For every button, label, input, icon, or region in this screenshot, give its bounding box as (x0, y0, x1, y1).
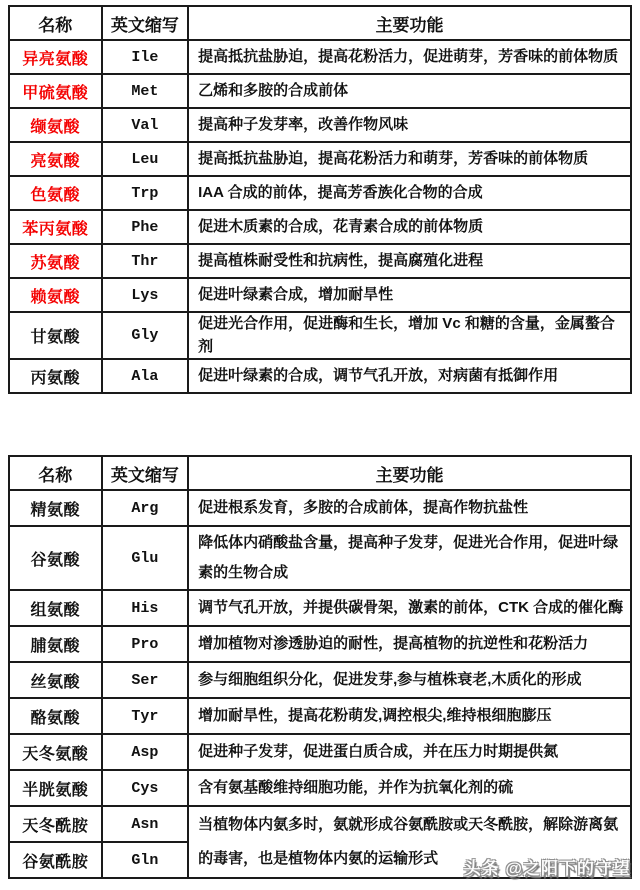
amino-acid-row (9, 662, 631, 698)
abbreviation-cell: Gln (102, 842, 189, 878)
function-cell: 增加植物对渗透胁迫的耐性，提高植物的抗逆性和花粉活力 (188, 626, 631, 662)
amino-acid-name-cell: 甲硫氨酸 (9, 74, 102, 108)
function-cell: 促进种子发芽，促进蛋白质合成，并在压力时期提供氮 (188, 734, 631, 770)
function-cell: 提高抵抗盐胁迫，提高花粉活力和萌芽，芳香味的前体物质 (188, 142, 631, 176)
function-cell: 增加耐旱性，提高花粉萌发,调控根尖,维持根细胞膨压 (188, 698, 631, 734)
amino-acid-row (9, 278, 631, 312)
abbreviation-cell: Met (102, 74, 189, 108)
amino-acid-name-cell: 酪氨酸 (9, 698, 102, 734)
amino-acid-name-cell: 半胱氨酸 (9, 770, 102, 806)
abbreviation-cell: Thr (102, 244, 189, 278)
function-cell: 降低体内硝酸盐含量，提高种子发芽，促进光合作用，促进叶绿素的生物合成 (188, 526, 631, 590)
function-cell: 参与细胞组织分化，促进发芽,参与植株衰老,木质化的形成 (188, 662, 631, 698)
function-cell: 当植物体内氨多时，氨就形成谷氨酰胺或天冬酰胺，解除游离氨的毒害，也是植物体内氨的运输形式 (188, 806, 631, 878)
amino-acid-row (9, 526, 631, 590)
amino-acid-name-cell: 缬氨酸 (9, 108, 102, 142)
abbreviation-cell: Val (102, 108, 189, 142)
abbreviation-cell: Ser (102, 662, 189, 698)
abbreviation-cell: Pro (102, 626, 189, 662)
amino-acid-name-cell: 丙氨酸 (9, 359, 102, 393)
amino-acid-name-cell: 天冬氨酸 (9, 734, 102, 770)
function-cell: 促进木质素的合成，花青素合成的前体物质 (188, 210, 631, 244)
abbreviation-cell: Arg (102, 490, 189, 526)
amino-acid-table-1 (8, 5, 632, 394)
abbreviation-cell: Tyr (102, 698, 189, 734)
amino-acid-name-cell: 苏氨酸 (9, 244, 102, 278)
amino-acid-name-cell: 异亮氨酸 (9, 40, 102, 74)
column-header: 英文缩写 (102, 6, 189, 40)
header-row (9, 456, 631, 490)
amino-acid-row (9, 142, 631, 176)
abbreviation-cell: Glu (102, 526, 189, 590)
amino-acid-row (9, 490, 631, 526)
column-header: 主要功能 (188, 456, 631, 490)
abbreviation-cell: Leu (102, 142, 189, 176)
amino-acid-row (9, 770, 631, 806)
amino-acid-row (9, 626, 631, 662)
abbreviation-cell: Asn (102, 806, 189, 842)
amino-acid-name-cell: 谷氨酰胺 (9, 842, 102, 878)
function-cell: 调节气孔开放，并提供碳骨架，激素的前体，CTK 合成的催化酶 (188, 590, 631, 626)
abbreviation-cell: His (102, 590, 189, 626)
abbreviation-cell: Ala (102, 359, 189, 393)
amino-acid-name-cell: 丝氨酸 (9, 662, 102, 698)
amino-acid-row (9, 359, 631, 393)
abbreviation-cell: Trp (102, 176, 189, 210)
amino-acid-row (9, 40, 631, 74)
amino-acid-row (9, 590, 631, 626)
amino-acid-table-2 (8, 455, 632, 879)
function-cell: 提高抵抗盐胁迫，提高花粉活力，促进萌芽，芳香味的前体物质 (188, 40, 631, 74)
amino-acid-row (9, 210, 631, 244)
function-cell: 提高种子发芽率，改善作物风味 (188, 108, 631, 142)
amino-acid-name-cell: 甘氨酸 (9, 312, 102, 359)
amino-acid-name-cell: 赖氨酸 (9, 278, 102, 312)
amino-acid-row (9, 244, 631, 278)
column-header: 名称 (9, 456, 102, 490)
column-header: 英文缩写 (102, 456, 189, 490)
amino-acid-name-cell: 色氨酸 (9, 176, 102, 210)
header-row (9, 6, 631, 40)
function-cell: 乙烯和多胺的合成前体 (188, 74, 631, 108)
function-cell: 促进叶绿素的合成，调节气孔开放，对病菌有抵御作用 (188, 359, 631, 393)
abbreviation-cell: Lys (102, 278, 189, 312)
function-cell: 促进叶绿素合成，增加耐旱性 (188, 278, 631, 312)
amino-acid-name-cell: 谷氨酸 (9, 526, 102, 590)
amino-acid-name-cell: 亮氨酸 (9, 142, 102, 176)
amino-acid-name-cell: 组氨酸 (9, 590, 102, 626)
amino-acid-row (9, 698, 631, 734)
amino-acid-row (9, 74, 631, 108)
amino-acid-row (9, 806, 631, 842)
column-header: 主要功能 (188, 6, 631, 40)
amino-acid-name-cell: 天冬酰胺 (9, 806, 102, 842)
amino-acid-row (9, 176, 631, 210)
amino-acid-row (9, 312, 631, 359)
abbreviation-cell: Asp (102, 734, 189, 770)
function-cell: 促进光合作用，促进酶和生长，增加 Vc 和糖的含量，金属螯合剂 (188, 312, 631, 359)
abbreviation-cell: Phe (102, 210, 189, 244)
function-cell: 提高植株耐受性和抗病性，提高腐殖化进程 (188, 244, 631, 278)
amino-acid-row (9, 108, 631, 142)
amino-acid-name-cell: 脯氨酸 (9, 626, 102, 662)
function-cell: 含有氨基酸维持细胞功能，并作为抗氧化剂的硫 (188, 770, 631, 806)
function-cell: IAA 合成的前体，提高芳香族化合物的合成 (188, 176, 631, 210)
column-header: 名称 (9, 6, 102, 40)
abbreviation-cell: Cys (102, 770, 189, 806)
amino-acid-name-cell: 精氨酸 (9, 490, 102, 526)
amino-acid-name-cell: 苯丙氨酸 (9, 210, 102, 244)
function-cell: 促进根系发育，多胺的合成前体，提高作物抗盐性 (188, 490, 631, 526)
abbreviation-cell: Ile (102, 40, 189, 74)
abbreviation-cell: Gly (102, 312, 189, 359)
watermark: 头条 @之阳下的守望 (463, 859, 631, 878)
amino-acid-row (9, 734, 631, 770)
